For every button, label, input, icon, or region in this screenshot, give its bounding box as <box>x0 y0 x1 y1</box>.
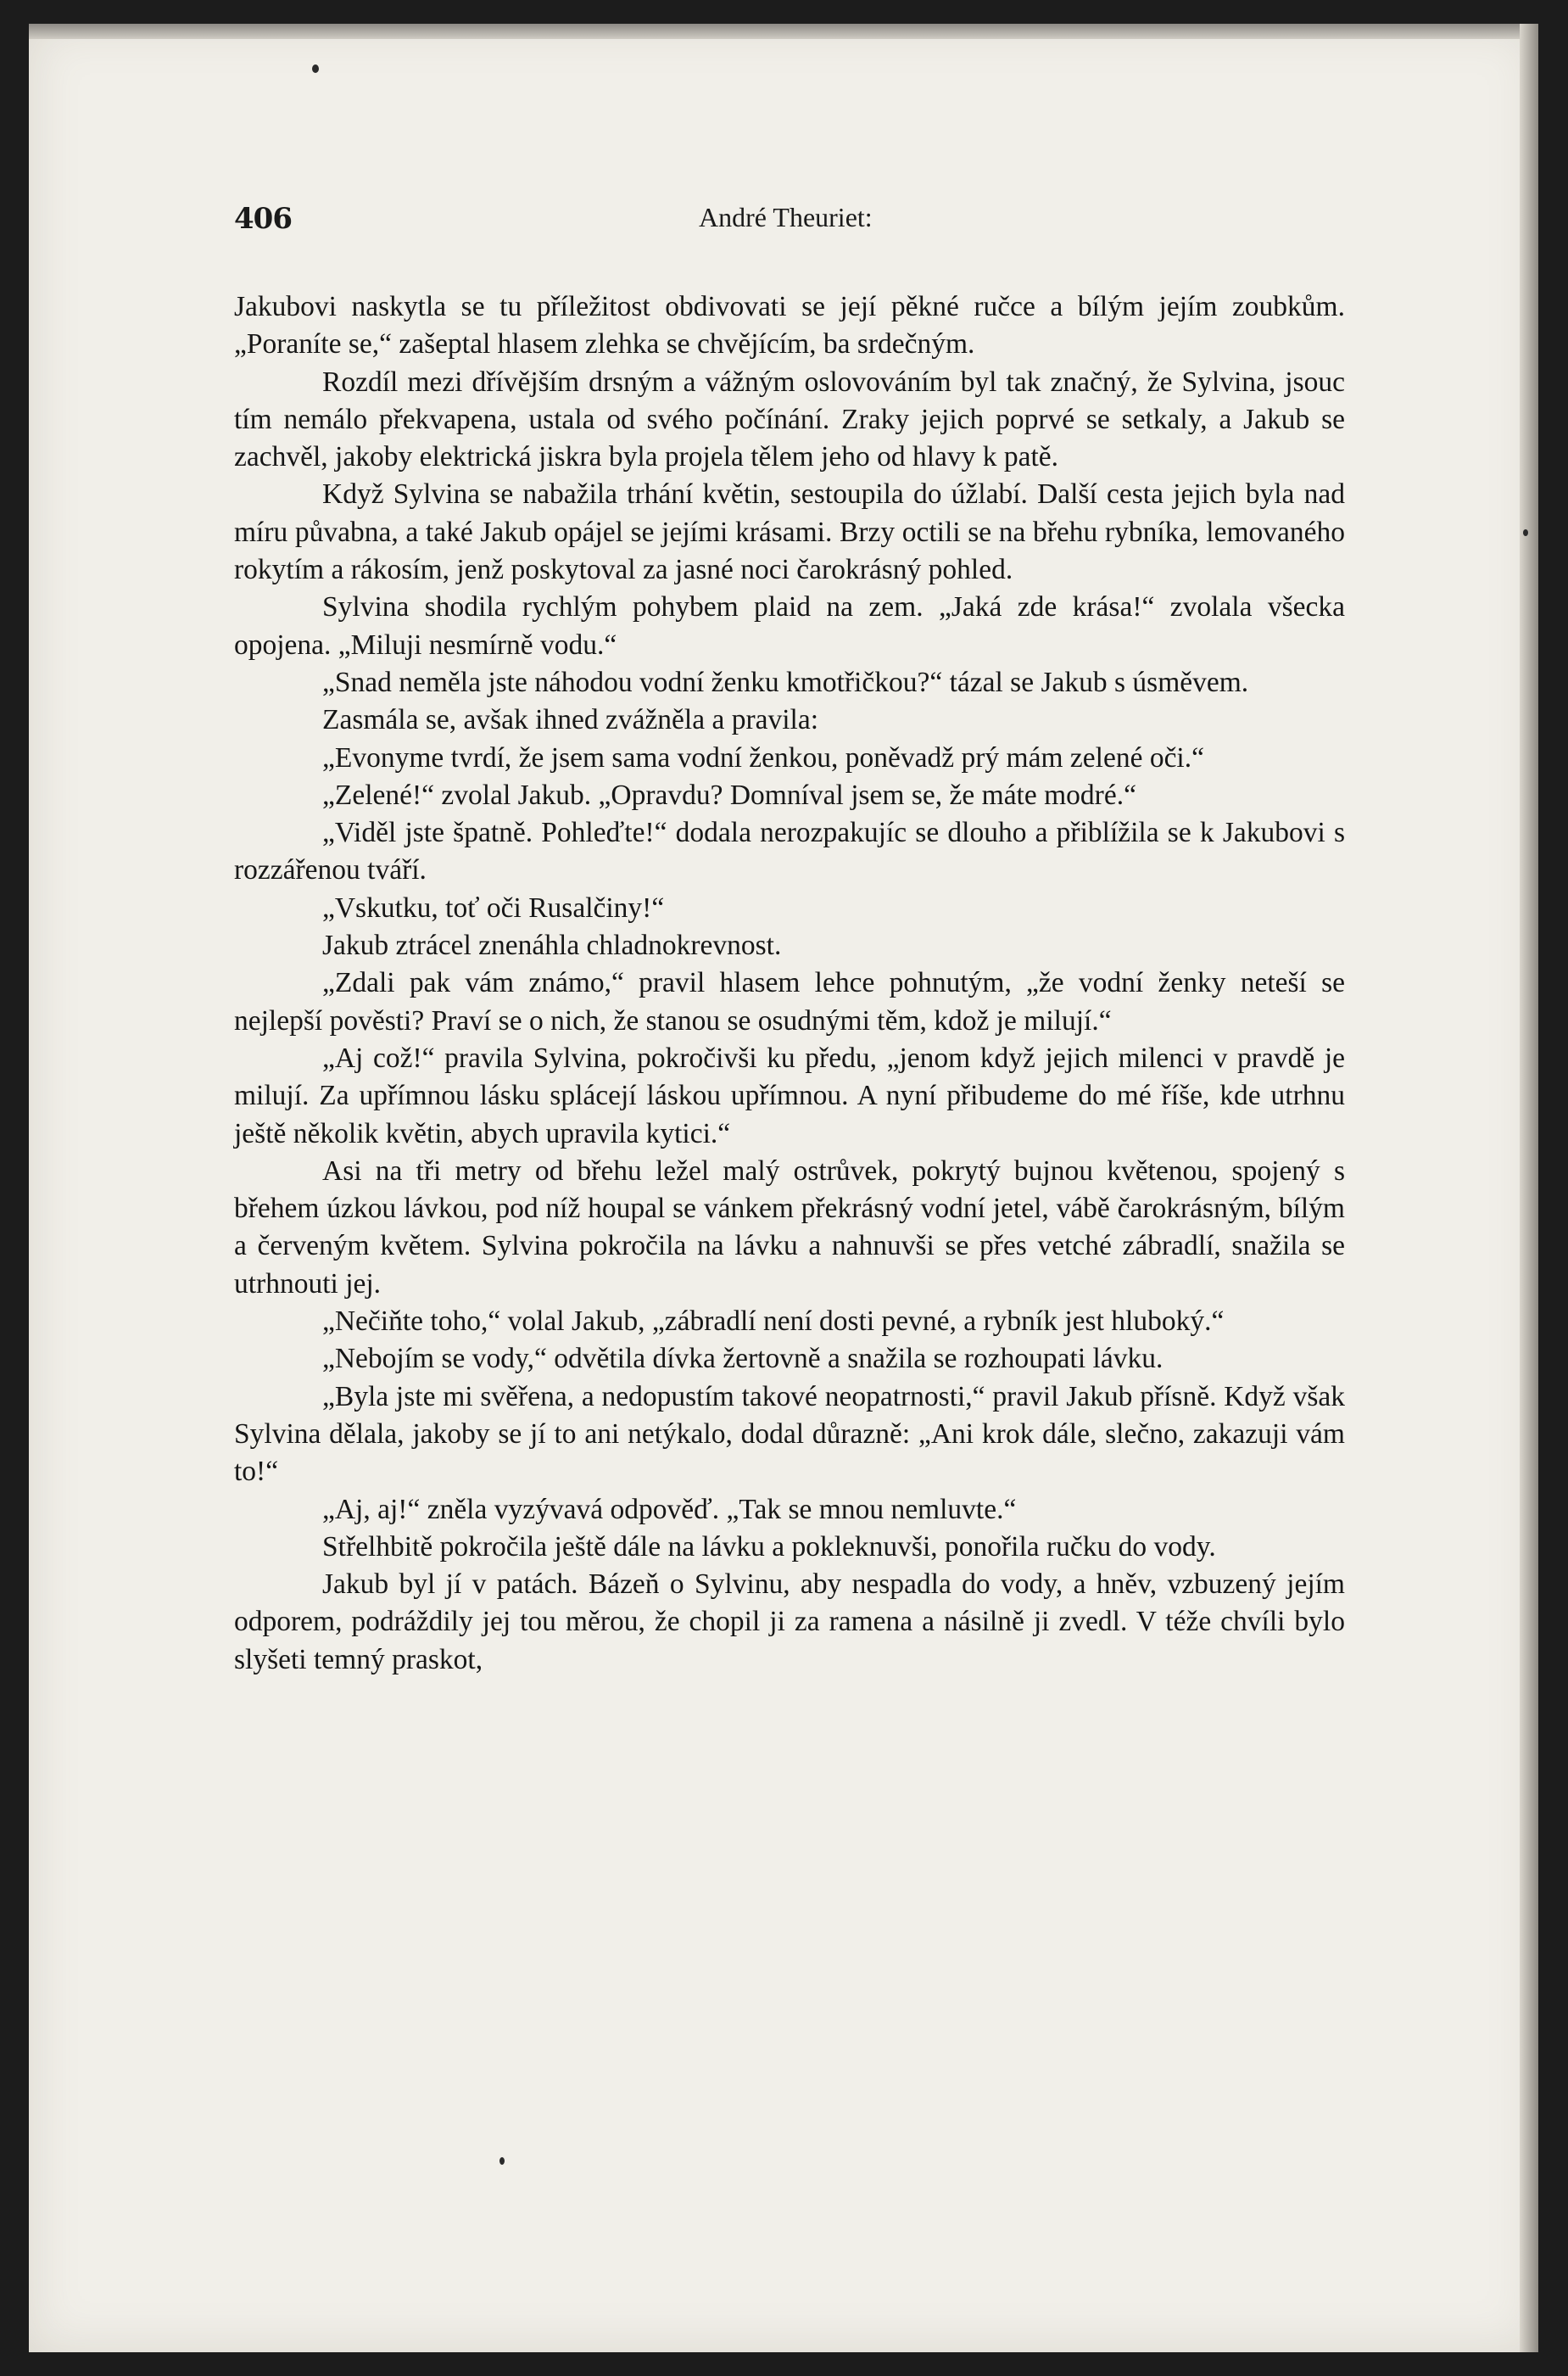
paragraph: „Aj což!“ pravila Sylvina, pokročivši ku předu, „jenom když jejich milenci v pravdě je milují. Za upřímnou lásku splácejí láskou upřímnou. A nyní přibudeme do mé říše, kde utrhnu ještě několik květin, abych upravila kytici.“ <box>234 1042 1345 1149</box>
running-title: André Theuriet: <box>699 202 873 232</box>
paragraph: „Viděl jste špatně. Pohleďte!“ dodala nerozpakujíc se dlouho a přiblížila se k Jakubovi s rozzářenou tváří. <box>234 817 1345 886</box>
paragraph: Střelhbitě pokročila ještě dále na lávku a pokleknuvši, ponořila ručku do vody. <box>322 1530 1216 1563</box>
paragraph: „Vskutku, toť oči Rusalčiny!“ <box>322 892 665 924</box>
paragraph: „Zelené!“ zvolal Jakub. „Opravdu? Domníval jsem se, že máte modré.“ <box>322 779 1136 811</box>
paragraph: Jakubovi naskytla se tu příležitost obdivovati se její pěkné ručce a bílým jejím zoubkům. „Poraníte se,“ zašeptal hlasem zlehka se chvějícím, ba srdečným. <box>234 291 1345 361</box>
paragraph: Asi na tři metry od břehu ležel malý ostrůvek, pokrytý bujnou květenou, spojený s břehem úzkou lávkou, pod níž houpal se vánkem překrásný vodní jetel, vábě čarokrásným, bílým a červeným květem. Sylvina pokročila na lávku a nahnuvši se přes vetché zábradlí, snažila se utrhnouti jej. <box>234 1154 1345 1300</box>
paragraph: „Snad neměla jste náhodou vodní ženku kmotřičkou?“ tázal se Jakub s úsměvem. <box>322 666 1249 698</box>
page-header <box>234 202 1345 246</box>
page-number: 406 <box>234 202 292 236</box>
paragraph: „Nečiňte toho,“ volal Jakub, „zábradlí není dosti pevné, a rybník jest hluboký.“ <box>322 1305 1225 1338</box>
scan-speck <box>1523 529 1528 536</box>
paragraph: Jakub ztrácel znenáhla chladnokrevnost. <box>322 930 782 962</box>
scan-right-edge <box>1520 24 1538 2352</box>
body-text <box>234 288 1345 1679</box>
paragraph: „Aj, aj!“ zněla vyzývavá odpověď. „Tak se mnou nemluvte.“ <box>322 1493 1017 1525</box>
scan-top-edge <box>29 24 1538 39</box>
paragraph: Sylvina shodila rychlým pohybem plaid na zem. „Jaká zde krása!“ zvolala všecka opojena. „Miluji nesmírně vodu.“ <box>234 591 1345 661</box>
paragraph: Jakub byl jí v patách. Bázeň o Sylvinu, aby nespadla do vody, a hněv, vzbuzený jejím odporem, podráždily jej tou měrou, že chopil ji za ramena a násilně ji zvedl. V téže chvíli bylo slyšeti temný praskot, <box>234 1568 1345 1675</box>
paragraph: Zasmála se, avšak ihned zvážněla a pravila: <box>322 704 819 736</box>
paragraph: „Evonyme tvrdí, že jsem sama vodní ženkou, poněvadž prý mám zelené oči.“ <box>322 741 1204 774</box>
paragraph: „Nebojím se vody,“ odvětila dívka žertovně a snažila se rozhoupati lávku. <box>322 1343 1163 1375</box>
scan-speck <box>499 2157 505 2165</box>
paragraph: Když Sylvina se nabažila trhání květin, sestoupila do úžlabí. Další cesta jejich byla nad míru půvabna, a také Jakub opájel se jejími krásami. Brzy octili se na břehu rybníka, lemovaného rokytím a rákosím, jenž poskytoval za jasné noci čarokrásný pohled. <box>234 478 1345 586</box>
paragraph: „Zdali pak vám známo,“ pravil hlasem lehce pohnutým, „že vodní ženky neteší se nejlepší pověsti? Praví se o nich, že stanou se osudnými těm, kdož je milují.“ <box>234 967 1345 1037</box>
paragraph: „Byla jste mi svěřena, a nedopustím takové neopatrnosti,“ pravil Jakub přísně. Když však Sylvina dělala, jakoby se jí to ani netýkalo, dodal důrazně: „Ani krok dále, slečno, zakazuji vám to!“ <box>234 1380 1345 1488</box>
paragraph: Rozdíl mezi dřívějším drsným a vážným oslovováním byl tak značný, že Sylvina, jsouc tím nemálo překvapena, ustala od svého počínání. Zraky jejich poprvé se setkaly, a Jakub se zachvěl, jakoby elektrická jiskra byla projela tělem jeho od hlavy k patě. <box>234 366 1345 473</box>
scan-speck <box>312 64 319 73</box>
